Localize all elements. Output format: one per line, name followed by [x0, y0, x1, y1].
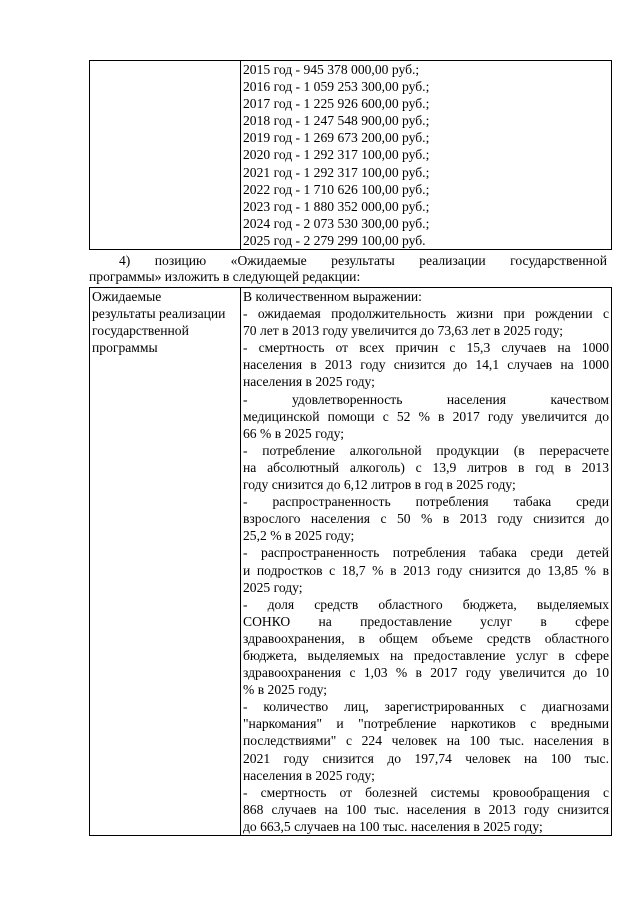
indicator-line: 25,2 % в 2025 году; — [243, 528, 355, 544]
indicator-line: % в 2025 году; — [243, 682, 328, 698]
indicator-line: 868 случаев на 100 тыс. населения в 2013 году снизится — [243, 801, 609, 817]
expected-results-table — [89, 287, 612, 836]
indicator-line: - потребление алкогольной продукции (в перерасчете — [243, 442, 609, 458]
funding-year-line: 2016 год - 1 059 253 300,00 руб.; — [243, 79, 430, 95]
indicator-line: "наркомания" и "потребление наркотиков с вредными — [243, 716, 609, 732]
indicator-item — [243, 544, 609, 595]
funding-years-cell — [241, 61, 612, 250]
funding-year-line: 2017 год - 1 225 926 600,00 руб.; — [243, 96, 430, 112]
indicator-item — [243, 493, 609, 544]
indicator-line: и подростков с 18,7 % в 2013 году снизится до 13,85 % в — [243, 562, 609, 578]
indicator-line: - доля средств областного бюджета, выделяемых — [243, 596, 609, 612]
funding-year-line: 2018 год - 1 247 548 900,00 руб.; — [243, 113, 430, 129]
indicator-line: - удовлетворенность населения качеством — [243, 391, 609, 407]
indicator-line: - количество лиц, зарегистрированных с диагнозами — [243, 699, 609, 715]
indicator-line: 70 лет в 2013 году увеличится до 73,63 лет в 2025 году; — [243, 323, 564, 339]
funding-year-line: 2019 год - 1 269 673 200,00 руб.; — [243, 130, 430, 146]
expected-results-content-cell — [241, 288, 612, 836]
indicator-line: - ожидаемая продолжительность жизни при рождении с — [243, 306, 609, 322]
indicator-line: населения в 2025 году; — [243, 374, 375, 390]
expected-results-label-cell — [90, 288, 241, 836]
label-line: государственной — [92, 323, 189, 339]
indicator-line: - распространенность потребления табака среди — [243, 494, 609, 510]
funding-row — [90, 61, 612, 250]
label-line: программы — [92, 340, 158, 356]
indicator-line: - распространенность потребления табака среди детей — [243, 545, 609, 561]
indicator-line: населения в 2013 году снизится до 14,1 случаев на 1000 — [243, 357, 609, 373]
indicator-line: 66 % в 2025 году; — [243, 425, 345, 441]
indicator-line: медицинской помощи с 52 % в 2017 году увеличится до — [243, 408, 609, 424]
indicator-item — [243, 784, 609, 835]
indicator-item — [243, 442, 609, 493]
paragraph-line-1: 4) позицию «Ожидаемые результаты реализации государственной — [119, 253, 607, 268]
expected-results-row — [90, 288, 612, 836]
results-intro: В количественном выражении: — [243, 289, 422, 304]
paragraph-line-2: программы» изложить в следующей редакции: — [89, 269, 361, 284]
label-line: результаты реализации — [92, 306, 226, 322]
indicator-line: году снизится до 6,12 литров в год в 2025 году; — [243, 477, 516, 493]
funding-year-line: 2023 год - 1 880 352 000,00 руб.; — [243, 198, 430, 214]
indicator-line: последствиями" с 224 человек на 100 тыс. населения в — [243, 733, 609, 749]
funding-year-line: 2021 год - 1 292 317 100,00 руб.; — [243, 164, 430, 180]
indicator-line: здравоохранения с 1,03 % в 2017 году увеличится до 10 — [243, 665, 609, 681]
funding-year-line: 2020 год - 1 292 317 100,00 руб.; — [243, 147, 430, 163]
funding-year-line: 2022 год - 1 710 626 100,00 руб.; — [243, 181, 430, 197]
indicator-line: - смертность от всех причин с 15,3 случаев на 1000 — [243, 340, 609, 356]
label-line: Ожидаемые — [92, 289, 162, 304]
indicator-item — [243, 305, 609, 339]
indicator-line: населения в 2025 году; — [243, 767, 375, 783]
indicator-line: - смертность от болезней системы кровообращения с — [243, 784, 609, 800]
indicator-line: бюджета, выделяемых на предоставление услуг в сфере — [243, 647, 609, 663]
indicator-line: 2021 году снизится до 197,74 человек на 100 тыс. — [243, 750, 609, 766]
indicator-line: 2025 году; — [243, 579, 303, 595]
funding-year-line: 2025 год - 2 279 299 100,00 руб. — [243, 232, 426, 248]
indicator-line: здравоохранения, в общем объеме средств областного — [243, 630, 609, 646]
indicator-item — [243, 698, 609, 783]
amendment-paragraph — [89, 253, 607, 285]
indicator-line: СОНКО на предоставление услуг в сфере — [243, 613, 609, 629]
funding-year-line: 2015 год - 945 378 000,00 руб.; — [243, 62, 420, 77]
indicator-item — [243, 596, 609, 699]
indicator-item — [243, 339, 609, 390]
funding-label-cell — [90, 61, 241, 250]
funding-table — [89, 60, 612, 250]
indicator-line: на абсолютный алкоголь) с 13,9 литров в год в 2013 — [243, 459, 609, 475]
indicator-line: до 663,5 случаев на 100 тыс. населения в 2025 году; — [243, 818, 543, 834]
indicator-item — [243, 391, 609, 442]
funding-year-line: 2024 год - 2 073 530 300,00 руб.; — [243, 215, 430, 231]
indicator-line: взрослого населения с 50 % в 2013 году снизится до — [243, 511, 609, 527]
